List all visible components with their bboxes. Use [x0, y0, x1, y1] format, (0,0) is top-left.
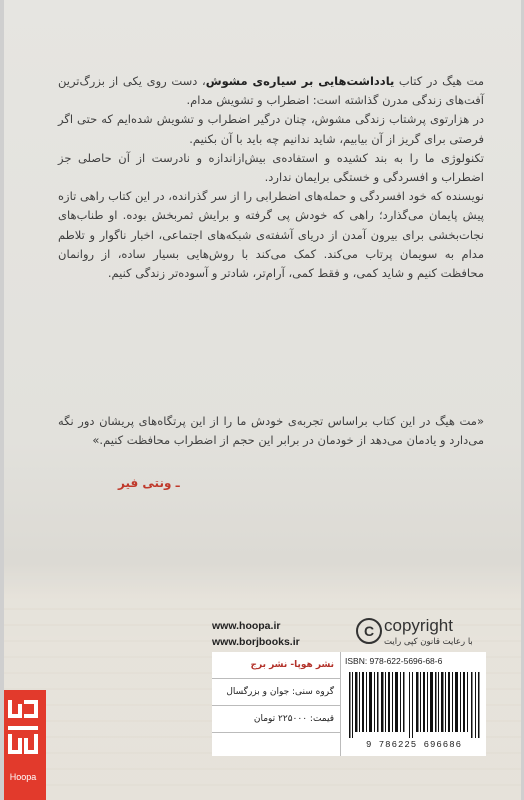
book-title-inline: یادداشت‌هایی بر سیاره‌ی مشوش [205, 74, 395, 88]
barcode-icon [347, 672, 481, 738]
barcode-number: 9 786225 696686 [365, 740, 462, 750]
review-quote: «مت هیگ در این کتاب براساس تجربه‌ی خودش ما را از این پرتگاه‌های پریشان دور نگه می‌دارد و یادمان می‌دهد از خودمان در برابر این حجم از اضطراب محافظت کنیم.» [58, 414, 484, 448]
hoopa-logo-icon [6, 698, 40, 760]
blurb-paragraph-2: در هزارتوی پرشتاب زندگی مشوش، چنان درگیر اضطراب و تشویش شده‌ایم که حتی اگر فرصتی برای گریز از آن بیابیم، شاید ندانیم چه باید با آن بکنیم. [58, 112, 484, 146]
price-label: قیمت: ۲۲۵۰۰۰ تومان [212, 706, 340, 733]
copyright-notice [356, 616, 488, 650]
blurb-p1-intro: مت هیگ در کتاب [394, 74, 484, 88]
age-group-label: گروه سنی: جوان و بزرگسال [212, 679, 340, 706]
website-hoopa-link[interactable]: www.hoopa.ir [212, 620, 281, 632]
isbn-label: ISBN: 978-622-5696-68-6 [345, 656, 443, 666]
blurb-paragraph-3: تکنولوژی ما را به بند کشیده و استفاده‌ی بیش‌ازاندازه و نادرست از آن حاصلی جز اضطراب و افسردگی و خستگی برایمان ندارد. [58, 150, 484, 185]
barcode-area [341, 652, 486, 756]
blurb-paragraph-1 [58, 72, 484, 110]
quote-attribution: ـ ونتی فیر [118, 476, 180, 490]
publisher-logo [0, 690, 46, 800]
publisher-label: نشر هوپا- نشر برج [212, 652, 340, 679]
blurb-paragraph-4: نویسنده که خود افسردگی و حمله‌های اضطرابی را از سر گذرانده، در این کتاب راهی تازه پیش پایمان می‌گذارد؛ راهی که خودش پی گرفته و برایش ثمربخش بوده. او طناب‌های نجات‌بخشی برای بیرون آمدن از دریای آشفته‌ی شبکه‌های اجتماعی، اخبار ناگوار و تلاطم مدام به سویمان پرتاب می‌کند. کمک می‌کند با روش‌هایی بسیار ساده، از روانمان محافظت کنیم و شاید کمی، و فقط کمی، آرام‌تر، شادتر و آسوده‌تر زندگی کنیم. [58, 189, 484, 281]
copyright-subtitle: با رعایت قانون کپی رایت [384, 637, 473, 647]
book-info-box [212, 652, 486, 756]
website-list [212, 618, 344, 650]
blurb-text [58, 72, 484, 283]
blurb-p1-rest: ، دست روی یکی از بزرگ‌ترین آفت‌های زندگی مدرن گذاشته است: اضطراب و تشویش مدام. [58, 74, 484, 108]
logo-label: Hoopa [9, 772, 37, 782]
website-borj-link[interactable]: www.borjbooks.ir [212, 636, 300, 648]
copyright-word: copyright [384, 616, 453, 635]
book-info-table [212, 652, 341, 756]
info-empty-row [212, 733, 340, 759]
copyright-icon: C [356, 618, 382, 644]
